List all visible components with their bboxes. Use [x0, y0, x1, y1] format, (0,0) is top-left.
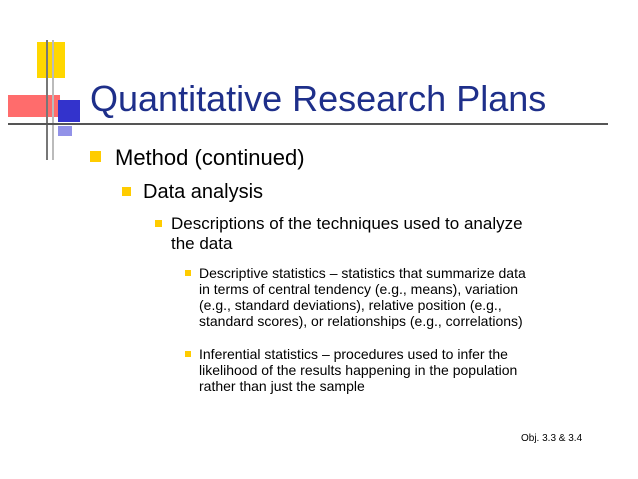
bullet-level-4-descriptive	[185, 265, 625, 329]
title-underline	[8, 123, 608, 125]
square-bullet-icon	[155, 220, 162, 227]
bullet-level-3	[155, 214, 625, 254]
slide-title: Quantitative Research Plans	[90, 78, 547, 119]
bullet-text: Inferential statistics – procedures used to infer the likelihood of the results happening in the population rather than just the sample	[199, 346, 518, 394]
logo-vertical-line	[46, 40, 48, 160]
square-bullet-icon	[185, 270, 191, 276]
logo-blue-block	[58, 100, 80, 122]
square-bullet-icon	[90, 151, 101, 162]
footnote: Obj. 3.3 & 3.4	[521, 433, 583, 444]
bullet-level-2	[122, 181, 263, 204]
bullet-level-4-inferential	[185, 346, 625, 394]
logo-yellow-block	[37, 42, 65, 78]
square-bullet-icon	[122, 187, 131, 196]
bullet-text: Method (continued)	[115, 145, 305, 170]
bullet-text: Descriptive statistics – statistics that summarize data in terms of central tendency (e.g., means), variation (e.g., standard deviations), relative position (e.g., standard scores), or relationships (e.g., correlations)	[199, 265, 526, 329]
bullet-level-1	[90, 145, 305, 171]
square-bullet-icon	[185, 351, 191, 357]
logo-blue-small-block	[58, 126, 72, 136]
logo-vertical-line-light	[52, 40, 54, 160]
bullet-text: Data analysis	[143, 181, 264, 203]
bullet-text: Descriptions of the techniques used to analyze the data	[171, 214, 523, 253]
